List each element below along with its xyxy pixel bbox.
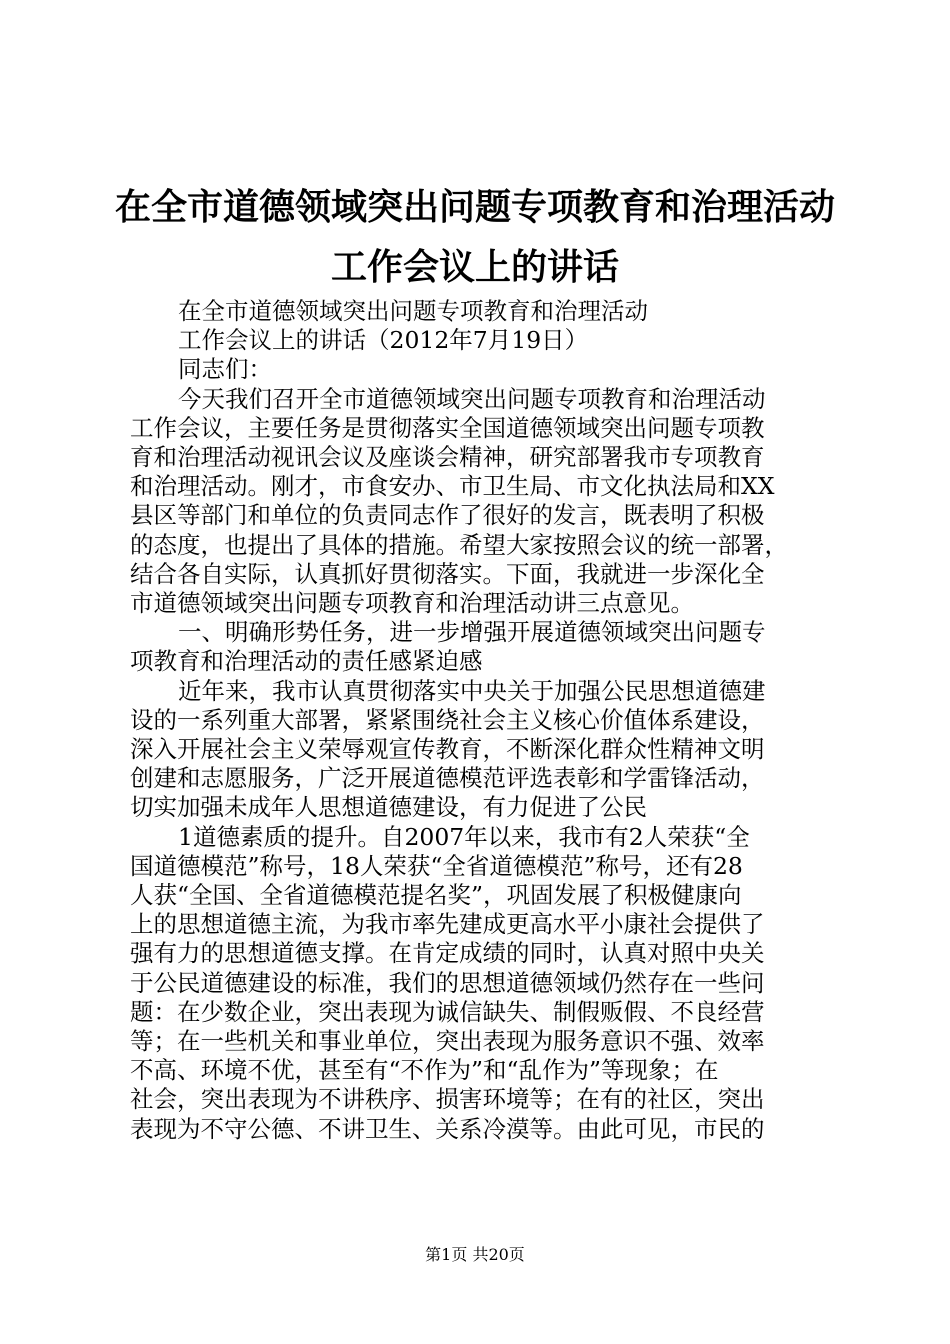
- document-body: [130, 297, 830, 1144]
- paragraph-line: 社会，突出表现为不讲秩序、损害环境等；在有的社区，突出: [130, 1085, 765, 1114]
- paragraph-line: 强有力的思想道德支撑。在肯定成绩的同时，认真对照中央关: [130, 939, 765, 968]
- paragraph-line: 县区等部门和单位的负责同志作了很好的发言，既表明了积极: [130, 501, 765, 530]
- paragraph-line: 设的一系列重大部署，紧紧围绕社会主义核心价值体系建设，: [130, 705, 765, 734]
- paragraph-line: 于公民道德建设的标准，我们的思想道德领域仍然存在一些问: [130, 968, 765, 997]
- subtitle-line: 工作会议上的讲话（2012年7月19日）: [178, 326, 589, 355]
- paragraph-line: 近年来，我市认真贯彻落实中央关于加强公民思想道德建: [178, 676, 766, 705]
- section-heading-line: 项教育和治理活动的责任感紧迫感: [130, 647, 483, 676]
- paragraph-line: 深入开展社会主义荣辱观宣传教育，不断深化群众性精神文明: [130, 735, 765, 764]
- document-title-line-1: 在全市道德领域突出问题专项教育和治理活动: [114, 187, 835, 228]
- paragraph-line: 不高、环境不优，甚至有“不作为”和“乱作为”等现象；在: [130, 1056, 719, 1085]
- paragraph-line: 工作会议，主要任务是贯彻落实全国道德领域突出问题专项教: [130, 413, 765, 442]
- subtitle-line: 在全市道德领域突出问题专项教育和治理活动: [178, 297, 648, 325]
- paragraph-line: 今天我们召开全市道德领域突出问题专项教育和治理活动: [178, 384, 766, 413]
- paragraph-line: 创建和志愿服务，广泛开展道德模范评选表彰和学雷锋活动，: [130, 764, 765, 793]
- paragraph-line: 育和治理活动视讯会议及座谈会精神，研究部署我市专项教育: [130, 443, 765, 472]
- paragraph-line: 1道德素质的提升。自2007年以来，我市有2人荣获“全: [178, 822, 750, 851]
- paragraph-line: 切实加强未成年人思想道德建设，有力促进了公民: [130, 793, 647, 822]
- page-number-footer: 第1页 共20页: [425, 1245, 525, 1264]
- paragraph-line: 表现为不守公德、不讲卫生、关系冷漠等。由此可见，市民的: [130, 1114, 765, 1143]
- paragraph-line: 上的思想道德主流，为我市率先建成更高水平小康社会提供了: [130, 910, 765, 939]
- section-heading-line: 一、明确形势任务，进一步增强开展道德领域突出问题专: [178, 618, 766, 647]
- salutation: 同志们：: [178, 355, 272, 384]
- paragraph-line: 和治理活动。刚才，市食安办、市卫生局、市文化执法局和XX: [130, 472, 775, 501]
- paragraph-line: 人获“全国、全省道德模范提名奖”，巩固发展了积极健康向: [130, 881, 742, 910]
- document-title-line-2: 工作会议上的讲话: [330, 247, 619, 288]
- paragraph-line: 市道德领域突出问题专项教育和治理活动讲三点意见。: [130, 589, 694, 618]
- paragraph-line: 的态度，也提出了具体的措施。希望大家按照会议的统一部署，: [130, 530, 788, 559]
- paragraph-line: 结合各自实际，认真抓好贯彻落实。下面，我就进一步深化全: [130, 559, 765, 588]
- paragraph-line: 国道德模范”称号，18人荣获“全省道德模范”称号，还有28: [130, 851, 743, 880]
- paragraph-line: 等；在一些机关和事业单位，突出表现为服务意识不强、效率: [130, 1027, 765, 1056]
- paragraph-line: 题：在少数企业，突出表现为诚信缺失、制假贩假、不良经营: [130, 997, 765, 1026]
